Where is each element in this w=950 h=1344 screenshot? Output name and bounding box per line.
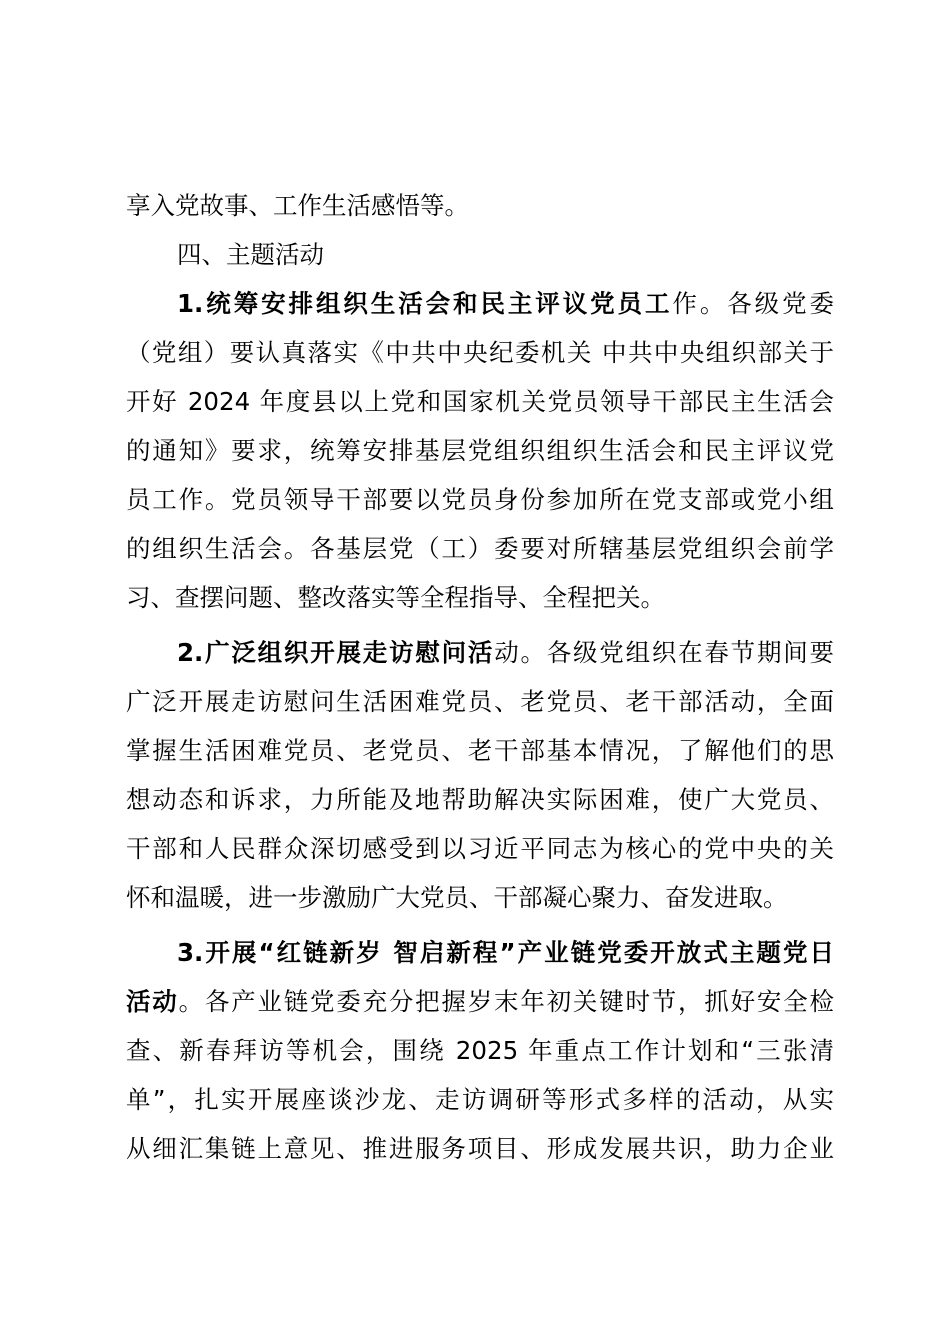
paragraph-line <box>126 337 834 369</box>
text-run: 想动态和诉求，力所能及地帮助解决实际困难，使广大党员、 <box>126 785 834 814</box>
item-title: 活动 <box>126 987 179 1016</box>
paragraph-line <box>126 882 834 914</box>
paragraph-line <box>177 937 834 969</box>
paragraph-line <box>126 1133 834 1165</box>
text-run: 。各产业链党委充分把握岁末年初关键时节，抓好安全检 <box>178 987 834 1016</box>
paragraph-line <box>126 582 834 614</box>
paragraph-line <box>126 735 834 767</box>
text-run: 干部和人民群众深切感受到以习近平同志为核心的党中央的关 <box>126 834 834 863</box>
paragraph-line <box>126 484 834 516</box>
text-run: 动。各级党组织在春节期间要 <box>494 638 834 667</box>
paragraph-line <box>126 533 834 565</box>
text-run: 单”，扎实开展座谈沙龙、走访调研等形式多样的活动，从实 <box>126 1085 834 1114</box>
paragraph-line <box>177 637 834 669</box>
text-run: 的组织生活会。各基层党（工）委要对所辖基层党组织会前学 <box>126 534 834 563</box>
paragraph-line <box>177 288 834 320</box>
paragraph-line <box>126 833 834 865</box>
paragraph-line <box>126 986 834 1018</box>
text-run: 员工作。党员领导干部要以党员身份参加所在党支部或党小组 <box>126 485 834 514</box>
text-run: 享入党故事、工作生活感悟等。 <box>126 191 469 220</box>
text-run: （党组）要认真落实《中共中央纪委机关 中共中央组织部关于 <box>126 338 834 367</box>
item-title: 2.广泛组织开展走访慰问活 <box>177 638 495 667</box>
text-run: 习、查摆问题、整改落实等全程指导、全程把关。 <box>126 583 665 612</box>
text-run: 的通知》要求，统筹安排基层党组织组织生活会和民主评议党 <box>126 436 834 465</box>
paragraph-line <box>126 1084 834 1116</box>
paragraph-line <box>126 686 834 718</box>
text-run: 怀和温暖，进一步激励广大党员、干部凝心聚力、奋发进取。 <box>126 883 788 912</box>
text-run: 开好 2024 年度县以上党和国家机关党员领导干部民主生活会 <box>126 387 834 416</box>
text-run: 掌握生活困难党员、老党员、老干部基本情况，了解他们的思 <box>126 736 834 765</box>
text-run: 作。各级党委 <box>672 289 834 318</box>
text-run: 查、新春拜访等机会，围绕 2025 年重点工作计划和“三张清 <box>126 1036 834 1065</box>
paragraph-line <box>126 1035 834 1067</box>
section-heading <box>177 239 885 271</box>
item-title: 1.统筹安排组织生活会和民主评议党员工 <box>177 289 673 318</box>
paragraph-line <box>126 435 834 467</box>
text-run: 广泛开展走访慰问生活困难党员、老党员、老干部活动，全面 <box>126 687 834 716</box>
section-heading-text: 四、主题活动 <box>177 240 324 269</box>
paragraph-line <box>126 784 834 816</box>
item-title: 3.开展“红链新岁 智启新程”产业链党委开放式主题党日 <box>177 938 834 967</box>
paragraph-line <box>126 386 834 418</box>
paragraph-line <box>126 190 834 222</box>
text-run: 从细汇集链上意见、推进服务项目、形成发展共识，助力企业 <box>126 1134 834 1163</box>
